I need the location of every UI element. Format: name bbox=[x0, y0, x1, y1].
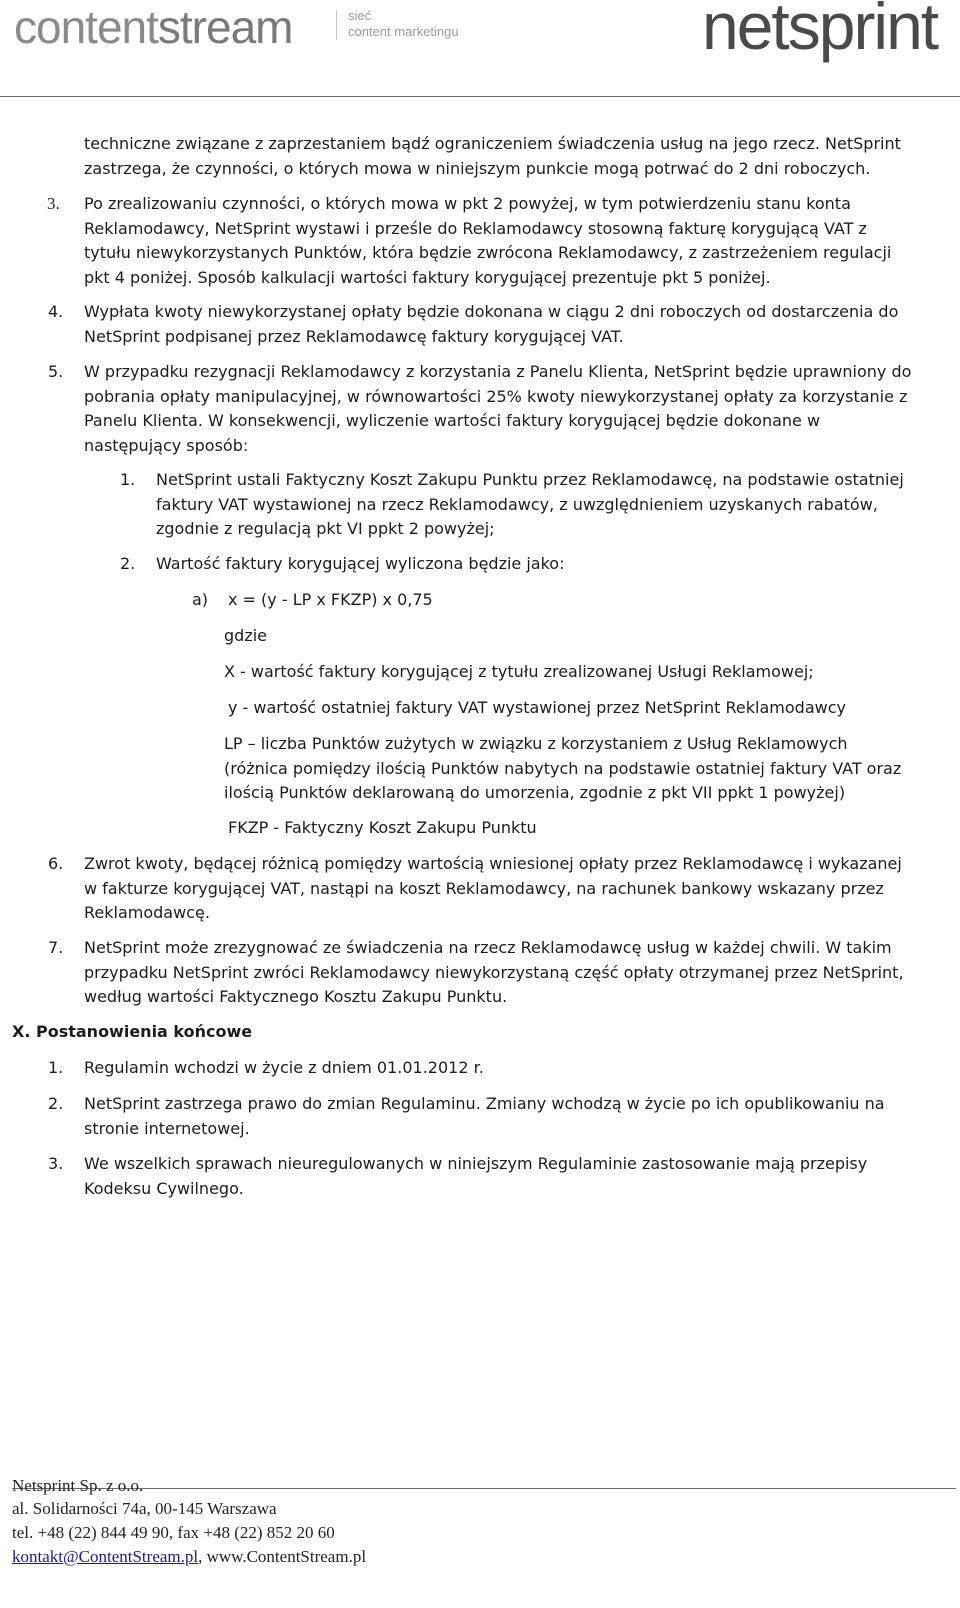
footer-company: Netsprint Sp. z o.o. bbox=[12, 1476, 144, 1495]
footer-email-link[interactable]: kontakt@ContentStream.pl bbox=[12, 1547, 199, 1566]
list-number: 3. bbox=[47, 194, 60, 213]
sublist-item-2: Wartość faktury korygującej wyliczona będzie jako: bbox=[156, 554, 565, 573]
list-number: 5. bbox=[48, 362, 64, 381]
text-line: NetSprint ustali Faktyczny Koszt Zakupu Punktu przez Reklamodawcę, na podstawie ostatniej bbox=[156, 470, 904, 489]
text-line: Reklamodawcy, NetSprint wystawi i prześle do Reklamodawcy stosowną fakturę korygującą VAT z bbox=[84, 218, 867, 238]
text-line: zastrzega, że czynności, o których mowa w niniejszym punkcie mogą potrwać do 2 dni roboczych. bbox=[84, 158, 871, 178]
netsprint-logo: netsprint bbox=[702, 0, 938, 63]
text-line: techniczne związane z zaprzestaniem bądź ograniczeniem świadczenia usług na jego rzecz. NetSprint bbox=[84, 134, 901, 153]
logo-content-text: content bbox=[14, 1, 158, 53]
text-line: Zwrot kwoty, będącej różnicą pomiędzy wartością wniesionej opłaty przez Reklamodawcę i wykazanej bbox=[84, 854, 902, 873]
text-line: pobrania opłaty manipulacyjnej, w równowartości 25% kwoty niewykorzystanej opłaty za korzystanie z bbox=[84, 386, 908, 406]
final-item-3 bbox=[84, 1152, 916, 1201]
text-line: Kodeksu Cywilnego. bbox=[84, 1178, 244, 1198]
text-line: Reklamodawcę. bbox=[84, 903, 210, 922]
text-line: NetSprint może zrezygnować ze świadczenia na rzecz Reklamodawcę usług w każdej chwili. W takim bbox=[84, 938, 892, 957]
list-item-3 bbox=[84, 192, 916, 290]
footer-website: www.ContentStream.pl bbox=[206, 1547, 367, 1566]
final-item-1: Regulamin wchodzi w życie z dniem 01.01.2012 r. bbox=[84, 1058, 484, 1077]
continuation-paragraph bbox=[84, 132, 916, 181]
text-line: następujący sposób: bbox=[84, 435, 249, 455]
text-line: NetSprint podpisanej przez Reklamodawcę faktury korygującej VAT. bbox=[84, 326, 624, 346]
text-line: W przypadku rezygnacji Reklamodawcy z korzystania z Panelu Klienta, NetSprint będzie uprawniony do bbox=[84, 362, 912, 381]
footer-contact bbox=[12, 1546, 366, 1568]
formula-label: a) bbox=[192, 590, 209, 609]
section-title: X. Postanowienia końcowe bbox=[12, 1022, 253, 1041]
text-line: według wartości Faktycznego Kosztu Zakupu Punktu. bbox=[84, 987, 508, 1006]
text-line: Wypłata kwoty niewykorzystanej opłaty będzie dokonana w ciągu 2 dni roboczych od dostarczenia do bbox=[84, 302, 899, 321]
list-number: 4. bbox=[48, 302, 64, 321]
text-line: faktury VAT wystawionej na rzecz Reklamodawcy, z uwzględnieniem uzyskanych rabatów, bbox=[156, 494, 878, 514]
definition-lp bbox=[224, 732, 916, 806]
text-line: Po zrealizowaniu czynności, o których mowa w pkt 2 powyżej, w tym potwierdzeniu stanu konta bbox=[84, 194, 851, 213]
formula: x = (y - LP x FKZP) x 0,75 bbox=[228, 590, 433, 609]
text-line: pkt 4 poniżej. Sposób kalkulacji wartości faktury korygującej prezentuje pkt 5 poniżej. bbox=[84, 267, 771, 287]
page-footer bbox=[12, 1476, 956, 1566]
text-line: LP – liczba Punktów zużytych w związku z korzystaniem z Usług Reklamowych bbox=[224, 734, 848, 753]
text-line: Panelu Klienta. W konsekwencji, wyliczenie wartości faktury korygującej będzie dokonane w bbox=[84, 411, 821, 430]
text-line: przypadku NetSprint zwróci Reklamodawcy niewykorzystaną część opłaty otrzymanej przez NetSprint, bbox=[84, 962, 904, 982]
list-item-5 bbox=[84, 360, 916, 458]
sublist-number: 1. bbox=[120, 470, 136, 489]
text-line: (różnica pomiędzy ilością Punktów nabytych na podstawie ostatniej faktury VAT oraz bbox=[224, 758, 902, 778]
footer-separator: , bbox=[198, 1547, 207, 1566]
text-line: zgodnie z regulacją pkt VI ppkt 2 powyżej; bbox=[156, 519, 495, 538]
page-header bbox=[0, 0, 960, 97]
list-item-7 bbox=[84, 936, 916, 1010]
definition-x: X - wartość faktury korygującej z tytułu zrealizowanej Usługi Reklamowej; bbox=[224, 662, 814, 681]
text-line: w fakturze korygującej VAT, nastąpi na koszt Reklamodawcy, na rachunek bankowy wskazany przez bbox=[84, 878, 884, 898]
text-line: stronie internetowej. bbox=[84, 1118, 250, 1138]
list-number: 6. bbox=[48, 854, 64, 873]
logo-stream-text: stream bbox=[157, 1, 293, 53]
logo-divider bbox=[336, 10, 337, 40]
text-line: We wszelkich sprawach nieuregulowanych w niniejszym Regulaminie zastosowanie mają przepisy bbox=[84, 1154, 868, 1173]
sublist-item-1 bbox=[156, 468, 916, 542]
list-item-6 bbox=[84, 852, 916, 926]
logo-tagline-line1: sieć bbox=[348, 8, 372, 23]
text-line: ilością Punktów deklarowaną do umorzenia, zgodnie z pkt VII ppkt 1 powyżej) bbox=[224, 783, 846, 802]
list-number: 2. bbox=[48, 1094, 64, 1113]
where-label: gdzie bbox=[224, 626, 267, 645]
list-number: 7. bbox=[48, 938, 64, 957]
final-item-2 bbox=[84, 1092, 916, 1141]
list-number: 3. bbox=[48, 1154, 64, 1173]
definition-fkzp: FKZP - Faktyczny Koszt Zakupu Punktu bbox=[228, 818, 537, 837]
text-line: NetSprint zastrzega prawo do zmian Regulaminu. Zmiany wchodzą w życie po ich opublikowaniu na bbox=[84, 1094, 885, 1113]
contentstream-logo bbox=[14, 0, 293, 54]
footer-address: al. Solidarności 74a, 00-145 Warszawa bbox=[12, 1499, 277, 1518]
footer-phone: tel. +48 (22) 844 49 90, fax +48 (22) 852 20 60 bbox=[12, 1523, 335, 1542]
logo-tagline-line2: content marketingu bbox=[348, 24, 459, 39]
text-line: tytułu niewykorzystanych Punktów, która będzie zwrócona Reklamodawcy, z zastrzeżeniem regulacji bbox=[84, 243, 892, 262]
list-item-4 bbox=[84, 300, 916, 349]
list-number: 1. bbox=[48, 1058, 64, 1077]
logo-tagline bbox=[348, 8, 459, 40]
definition-y: y - wartość ostatniej faktury VAT wystawionej przez NetSprint Reklamodawcy bbox=[228, 698, 846, 717]
sublist-number: 2. bbox=[120, 554, 136, 573]
